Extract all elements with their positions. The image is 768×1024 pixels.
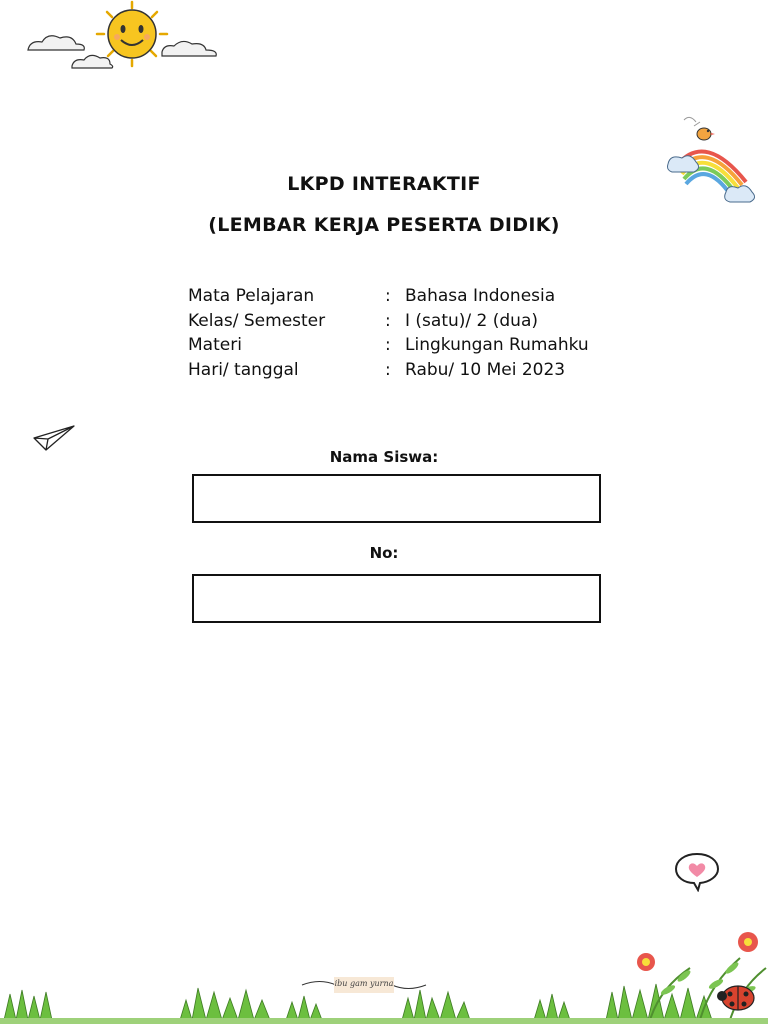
info-label: Kelas/ Semester: [188, 310, 326, 331]
sun-icon: [97, 2, 167, 66]
info-row-class: [188, 309, 628, 334]
sun-clouds-illustration: [22, 0, 222, 75]
info-label: Hari/ tanggal: [188, 359, 299, 380]
info-separator: :: [385, 310, 391, 331]
page-subtitle: (LEMBAR KERJA PESERTA DIDIK): [208, 214, 560, 236]
info-table: [188, 284, 628, 382]
info-row-date: [188, 358, 628, 383]
ladybug-icon: [717, 986, 754, 1010]
info-row-subject: [188, 284, 628, 309]
bird-icon: [684, 117, 715, 140]
heart-bubble-icon: [672, 850, 722, 892]
grass-illustration: [0, 928, 768, 1024]
signature-text: ibu gam yurna: [334, 979, 394, 988]
info-value: Rabu/ 10 Mei 2023: [405, 359, 566, 380]
student-name-field[interactable]: [192, 474, 601, 523]
student-number-field[interactable]: [192, 574, 601, 623]
info-value: Bahasa Indonesia: [405, 286, 556, 307]
info-value: I (satu)/ 2 (dua): [405, 310, 538, 331]
page-title: LKPD INTERAKTIF: [287, 173, 481, 195]
info-separator: :: [385, 359, 391, 380]
info-row-material: [188, 333, 628, 358]
flower-icon: [637, 932, 758, 971]
info-separator: :: [385, 286, 391, 307]
ground-strip: [0, 1018, 768, 1024]
info-separator: :: [385, 335, 391, 356]
student-name-label: Nama Siswa:: [329, 448, 439, 466]
info-value: Lingkungan Rumahku: [405, 335, 589, 356]
info-label: Mata Pelajaran: [188, 286, 315, 307]
student-number-label: No:: [369, 544, 399, 562]
info-label: Materi: [188, 335, 242, 356]
